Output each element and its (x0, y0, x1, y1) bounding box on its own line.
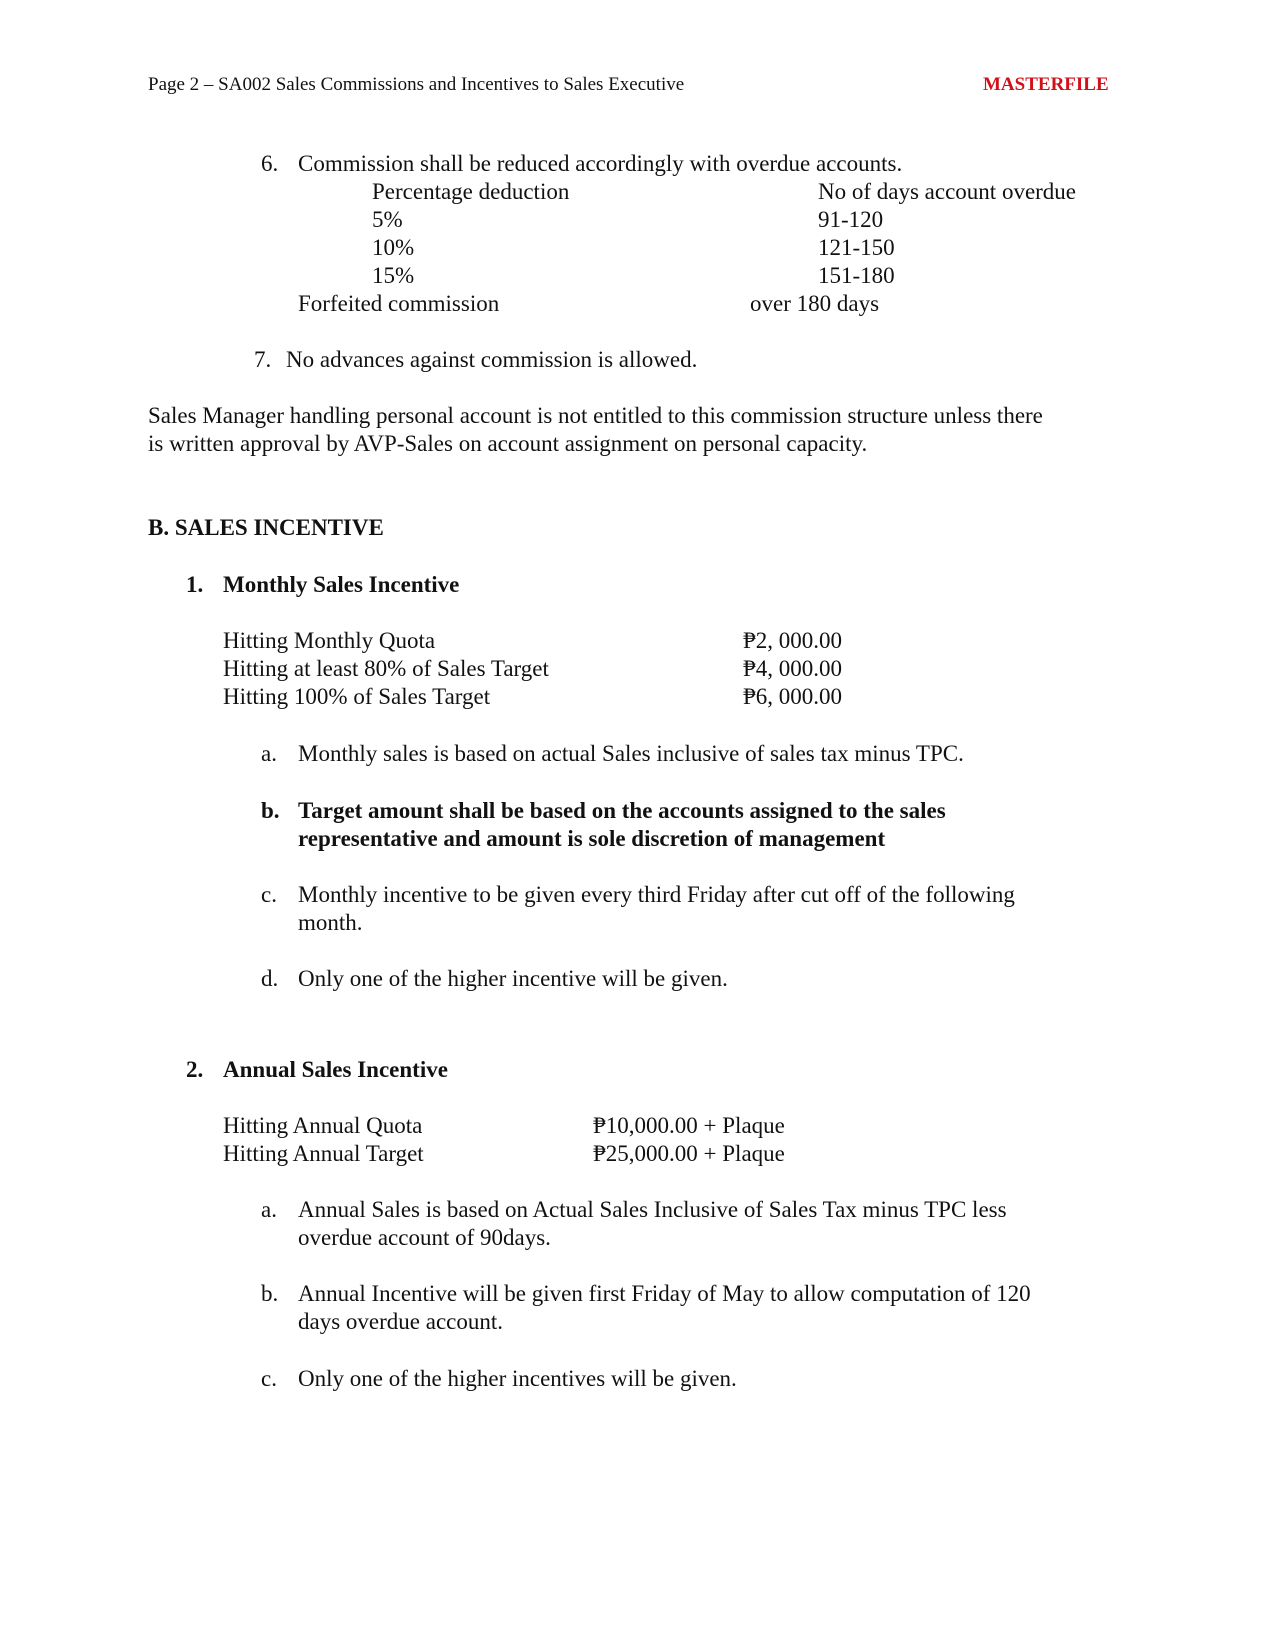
item-6-number: 6. (261, 151, 279, 176)
incentive-row-label: Hitting Annual Quota (223, 1113, 423, 1138)
incentive-row-label: Hitting at least 80% of Sales Target (223, 656, 549, 681)
note-text: Only one of the higher incentives will be given. (298, 1366, 737, 1391)
deduction-days: 91-120 (818, 207, 884, 232)
incentive-row-amount: ₱2, 000.00 (743, 628, 843, 653)
section-b-title: B. SALES INCENTIVE (148, 515, 384, 540)
note-text: Target amount shall be based on the accounts assigned to the sales (298, 798, 946, 823)
masterfile-tag: MASTERFILE (983, 74, 1109, 95)
note-letter: a. (261, 1197, 277, 1222)
item-6-text: Commission shall be reduced accordingly with overdue accounts. (298, 151, 903, 176)
note-text: month. (298, 910, 363, 935)
note-text: overdue account of 90days. (298, 1225, 551, 1250)
note-text: Annual Incentive will be given first Friday of May to allow computation of 120 (298, 1281, 1031, 1306)
item-7-text: No advances against commission is allowed. (286, 347, 698, 372)
note-letter: b. (261, 798, 280, 823)
monthly-number: 1. (186, 572, 204, 597)
note-text: Monthly incentive to be given every third Friday after cut off of the following (298, 882, 1015, 907)
incentive-row-label: Hitting Monthly Quota (223, 628, 436, 653)
manager-note-line: Sales Manager handling personal account is not entitled to this commission structure unless there (148, 403, 1043, 428)
incentive-row-amount: ₱10,000.00 + Plaque (593, 1113, 785, 1138)
monthly-title: Monthly Sales Incentive (223, 572, 460, 597)
annual-title: Annual Sales Incentive (223, 1057, 448, 1082)
deduction-pct: 10% (372, 235, 415, 260)
forfeited-label: Forfeited commission (298, 291, 500, 316)
note-letter: b. (261, 1281, 279, 1306)
note-text: representative and amount is sole discretion of management (298, 826, 886, 851)
deduction-pct: 5% (372, 207, 403, 232)
note-text: Only one of the higher incentive will be given. (298, 966, 728, 991)
item-7-number: 7. (254, 347, 272, 372)
manager-note-line: is written approval by AVP-Sales on account assignment on personal capacity. (148, 431, 868, 456)
note-letter: c. (261, 1366, 277, 1391)
note-letter: d. (261, 966, 279, 991)
deduction-days: 151-180 (818, 263, 895, 288)
incentive-row-amount: ₱6, 000.00 (743, 684, 843, 709)
incentive-row-label: Hitting Annual Target (223, 1141, 424, 1166)
page-header: Page 2 – SA002 Sales Commissions and Incentives to Sales Executive (148, 74, 685, 95)
note-text: Monthly sales is based on actual Sales inclusive of sales tax minus TPC. (298, 741, 964, 766)
incentive-row-label: Hitting 100% of Sales Target (223, 684, 491, 709)
deduction-days: 121-150 (818, 235, 895, 260)
deduction-col-header: Percentage deduction (372, 179, 570, 204)
incentive-row-amount: ₱4, 000.00 (743, 656, 843, 681)
incentive-row-amount: ₱25,000.00 + Plaque (593, 1141, 785, 1166)
note-text: Annual Sales is based on Actual Sales Inclusive of Sales Tax minus TPC less (298, 1197, 1007, 1222)
forfeited-days: over 180 days (750, 291, 880, 316)
annual-number: 2. (186, 1057, 204, 1082)
deduction-pct: 15% (372, 263, 415, 288)
days-col-header: No of days account overdue (818, 179, 1077, 204)
note-letter: a. (261, 741, 277, 766)
note-text: days overdue account. (298, 1309, 504, 1334)
note-letter: c. (261, 882, 277, 907)
